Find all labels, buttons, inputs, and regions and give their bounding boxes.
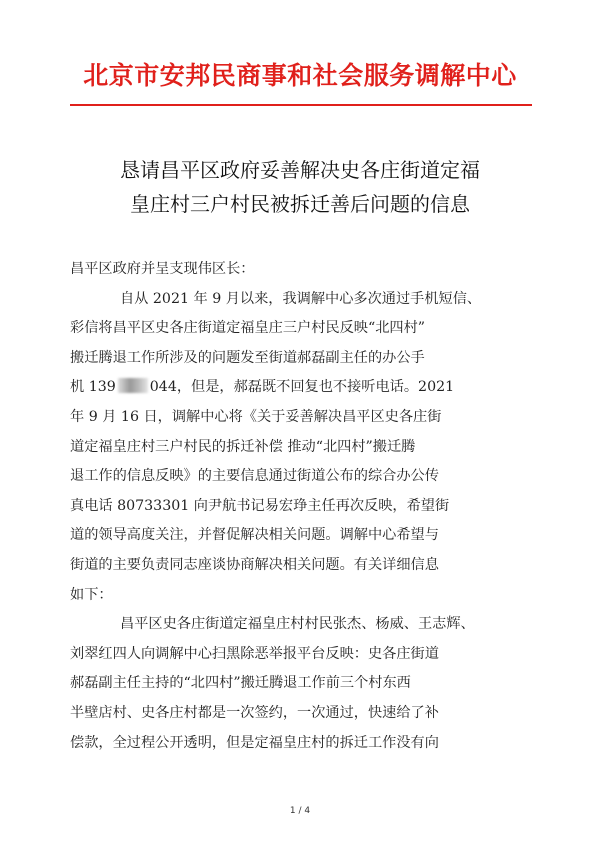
paragraph-line: 道的领导高度关注，并督促解决相关问题。调解中心希望与 [70,527,439,544]
paragraph-line: 彩信将昌平区史各庄街道定福皇庄三户村民反映“北四村” [70,320,426,337]
paragraph-line: 道定福皇庄村三户村民的拆迁补偿 推动“北四村”搬迁腾 [70,438,416,455]
page-indicator: 1 / 4 [289,806,311,816]
letterhead-divider [70,104,532,106]
paragraph-line: 半壁店村、史各庄村都是一次签约，一次通过，快速给了补 [70,704,439,721]
document-title [60,153,540,221]
letterhead [0,56,600,92]
phone-prefix: 机 139 [70,379,116,396]
redacted-phone-digits [118,378,148,393]
paragraph-line: 真电话 80733301 向尹航书记易宏琤主任再次反映，希望街 [70,497,450,514]
phone-suffix-text: 044，但是，郝磊既不回复也不接听电话。2021 [149,379,455,396]
paragraph-line: 街道的主要负责同志座谈协商解决相关问题。有关详细信息 [70,556,439,573]
salutation: 昌平区政府并呈支现伟区长： [70,261,255,277]
paragraph-line: 如下： [70,586,113,603]
paragraph-line [70,373,540,403]
paragraph-line: 自从 2021 年 9 月以来，我调解中心多次通过手机短信、 [120,290,482,307]
title-line: 皇庄村三户村民被拆迁善后问题的信息 [130,192,470,216]
paragraph-line: 年 9 月 16 日，调解中心将《关于妥善解决昌平区史各庄街 [70,408,442,425]
paragraph-line: 偿款，全过程公开透明，但是定福皇庄村的拆迁工作没有向 [70,734,439,751]
paragraph-line: 搬迁腾退工作所涉及的问题发至街道郝磊副主任的办公手 [70,349,425,366]
paragraph-line: 郝磊副主任主持的“北四村”搬迁腾退工作前三个村东西 [70,675,411,692]
paragraph-line: 昌平区史各庄街道定福皇庄村村民张杰、杨威、王志辉、 [120,616,475,633]
paragraph-line: 刘翠红四人向调解中心扫黑除恶举报平台反映：史各庄街道 [70,645,439,662]
organization-name: 北京市安邦民商事和社会服务调解中心 [83,61,517,90]
title-line: 恳请昌平区政府妥善解决史各庄街道定福 [120,158,480,182]
paragraph-line: 退工作的信息反映》的主要信息通过街道公布的综合办公传 [70,468,439,485]
document-body [70,255,540,758]
